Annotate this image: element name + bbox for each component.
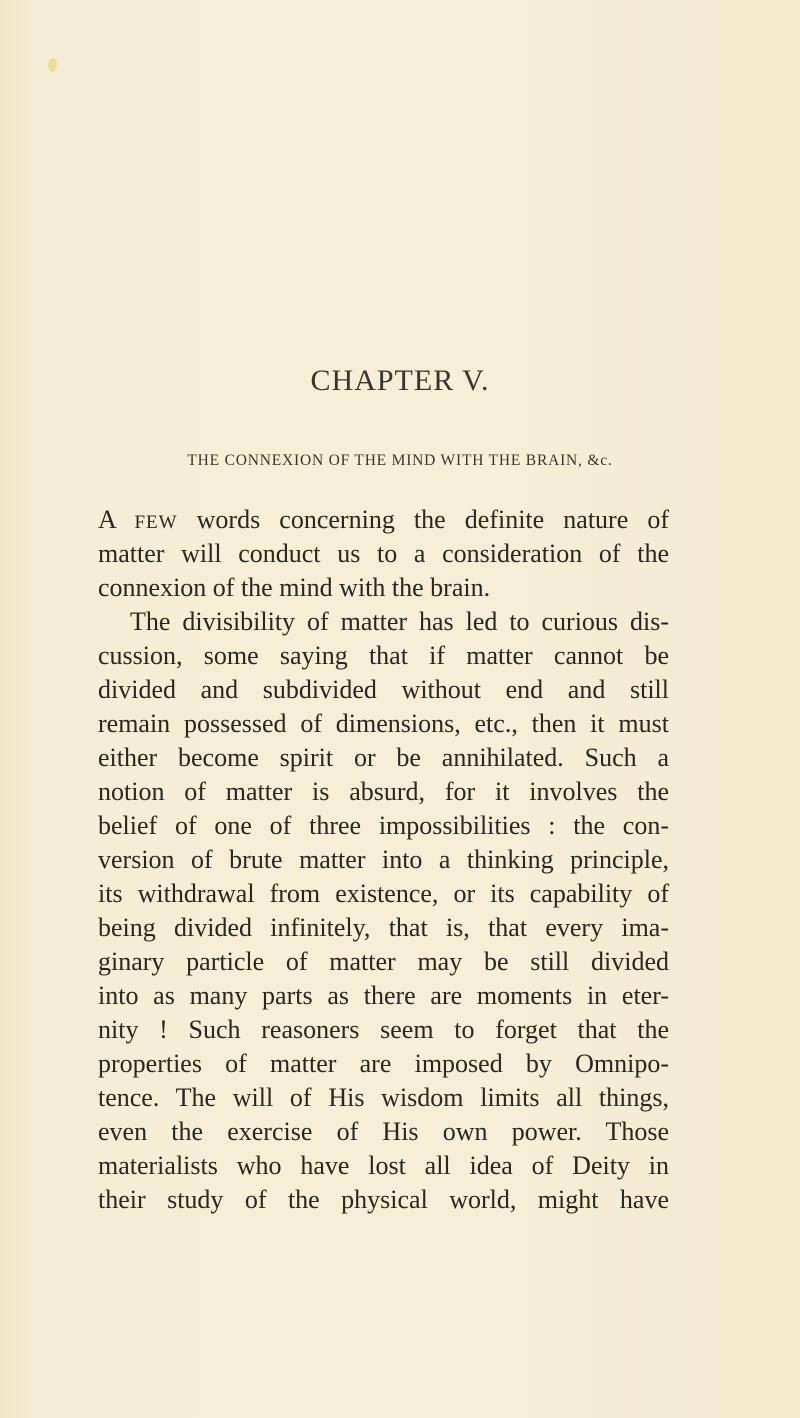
text-line: its withdrawal from existence, or its capability of — [98, 879, 669, 908]
text-line: notion of matter is absurd, for it involves the — [98, 777, 669, 806]
text-line — [98, 503, 669, 537]
text-line: belief of one of three impossibilities : the con- — [98, 811, 669, 840]
text-line: their study of the physical world, might have — [98, 1185, 669, 1214]
smallcaps-word: FEW — [134, 512, 178, 533]
text-line: materialists who have lost all idea of Deity in — [98, 1151, 669, 1180]
paper-stain — [48, 58, 57, 72]
opening-word: A — [98, 505, 135, 534]
chapter-subtitle: THE CONNEXION OF THE MIND WITH THE BRAIN, &c. — [187, 452, 613, 469]
text-line: tence. The will of His wisdom limits all things, — [98, 1083, 669, 1112]
text-line: divided and subdivided without end and still — [98, 675, 669, 704]
text-line: The divisibility of matter has led to curious dis- — [130, 607, 669, 636]
text-line: ginary particle of matter may be still divided — [98, 947, 669, 976]
text-line: being divided infinitely, that is, that every ima- — [98, 913, 669, 942]
chapter-title: CHAPTER V. — [310, 364, 490, 397]
text-line: matter will conduct us to a consideration of the — [98, 539, 669, 568]
text-line: either become spirit or be annihilated. Such a — [98, 743, 669, 772]
text-line: nity ! Such reasoners seem to forget that the — [98, 1015, 669, 1044]
text-line: even the exercise of His own power. Those — [98, 1117, 669, 1146]
text-line: cussion, some saying that if matter cannot be — [98, 641, 669, 670]
text-line: properties of matter are imposed by Omnipo- — [98, 1049, 669, 1078]
text-line: into as many parts as there are moments in eter- — [98, 981, 669, 1010]
text-line: version of brute matter into a thinking principle, — [98, 845, 669, 874]
line-1: words concerning the definite nature of — [177, 505, 669, 534]
text-line: connexion of the mind with the brain. — [98, 573, 491, 602]
text-line: remain possessed of dimensions, etc., then it must — [98, 709, 669, 738]
